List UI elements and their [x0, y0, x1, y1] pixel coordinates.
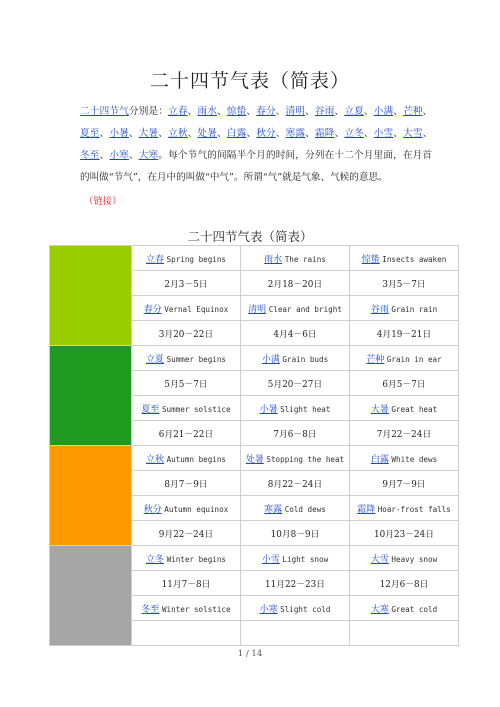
term-name: [132, 452, 240, 465]
term-name: [241, 552, 349, 565]
term-name: [241, 602, 349, 615]
intro-separator: 、: [128, 150, 139, 161]
term-name: [132, 252, 240, 265]
intro-term-link[interactable]: 小暑: [109, 128, 129, 139]
intro-prefix-tail: 分别是：: [128, 106, 169, 117]
term-name-cell: [132, 496, 241, 521]
term-name: [132, 302, 240, 315]
term-name-cell: [350, 496, 459, 521]
term-english: Light snow: [282, 554, 329, 564]
term-name-cell: [132, 296, 241, 321]
term-name: [350, 552, 458, 565]
intro-term-link[interactable]: 小寒: [109, 150, 129, 161]
intro-term-link[interactable]: 寒露: [285, 128, 306, 139]
intro-term-link[interactable]: 谷雨: [314, 106, 335, 117]
intro-term-link[interactable]: 立冬: [344, 128, 364, 139]
term-name-cell: [241, 296, 350, 321]
term-english: White dews: [391, 454, 438, 464]
term-english: Slight heat: [280, 404, 331, 414]
intro-term-link[interactable]: 春分: [256, 106, 276, 117]
term-date: 6月5－7日: [350, 371, 459, 396]
term-link[interactable]: 霜降: [357, 504, 376, 515]
term-name-cell: [350, 596, 459, 621]
term-date: [350, 621, 459, 646]
term-english: Hoar-frost falls: [377, 504, 451, 514]
term-english: Stopping the heat: [266, 454, 345, 464]
season-color-block: [50, 346, 132, 446]
intro-term-link[interactable]: 夏至: [80, 128, 100, 139]
term-date: [241, 621, 350, 646]
intro-term-link[interactable]: 小满: [373, 106, 394, 117]
intro-term-link[interactable]: 大暑: [138, 128, 159, 139]
term-link[interactable]: 秋分: [143, 504, 162, 515]
term-date: [132, 621, 241, 646]
link-note[interactable]: （链接）: [84, 196, 122, 207]
intro-separator: 、: [393, 128, 404, 139]
term-name-cell: [350, 546, 459, 571]
term-english: Grain in ear: [386, 354, 442, 364]
term-name: [241, 302, 349, 315]
term-name-cell: [350, 396, 459, 421]
intro-term-link[interactable]: 立春: [168, 106, 188, 117]
term-date: 4月19－21日: [350, 321, 459, 346]
term-name: [350, 352, 458, 365]
term-english: Winter solstice: [161, 604, 231, 614]
term-date: 7月6－8日: [241, 421, 350, 446]
term-link[interactable]: 立冬: [146, 554, 165, 565]
term-date: 4月4－6日: [241, 321, 350, 346]
term-name: [241, 502, 349, 515]
term-date: 7月22－24日: [350, 421, 459, 446]
term-english: The rains: [284, 254, 326, 264]
term-name: [132, 602, 240, 615]
term-name-cell: [350, 296, 459, 321]
intro-separator: 、: [275, 128, 286, 139]
term-name-cell: [350, 246, 459, 271]
term-name-cell: [241, 496, 350, 521]
intro-separator: 、: [305, 128, 315, 139]
intro-text: 。每个节气的间隔半个月的时间，分列在十二个月里面，在月首的叫做“节气”，在月中的叫做“中气”。所谓“气”就是气象、气候的意思。: [80, 150, 433, 183]
term-date: 11月7－8日: [132, 571, 241, 596]
term-english: Heavy snow: [391, 554, 438, 564]
term-english: Spring begins: [166, 254, 226, 264]
intro-term-link[interactable]: 秋分: [256, 128, 276, 139]
term-name: [241, 402, 349, 415]
term-name-cell: [132, 346, 241, 371]
intro-term-link[interactable]: 霜降: [315, 128, 335, 139]
term-date: 5月5－7日: [132, 371, 241, 396]
term-name: [350, 402, 458, 415]
intro-separator: 、: [422, 128, 433, 139]
intro-separator: 、: [275, 106, 286, 117]
intro-separator: 、: [99, 150, 110, 161]
page-number: 1 / 14: [237, 649, 263, 659]
season-color-block: [50, 446, 132, 546]
intro-separator: 、: [187, 128, 198, 139]
term-link[interactable]: 清明: [248, 304, 267, 315]
intro-separator: 、: [305, 106, 315, 117]
term-name: [132, 352, 240, 365]
intro-term-link[interactable]: 大寒: [138, 150, 159, 161]
term-link[interactable]: 立春: [146, 254, 165, 265]
term-english: Winter begins: [166, 554, 226, 564]
term-date: 3月20－22日: [132, 321, 241, 346]
term-english: Slight cold: [280, 604, 331, 614]
term-link[interactable]: 小满: [261, 354, 280, 365]
table-row: [50, 546, 459, 571]
term-link[interactable]: 大寒: [370, 604, 389, 615]
intro-separator: 、: [422, 106, 433, 117]
term-name: [350, 602, 458, 615]
term-link[interactable]: 立夏: [146, 354, 165, 365]
term-name: [350, 452, 458, 465]
term-name-cell: [241, 446, 350, 471]
page-title: 二十四节气表（简表）: [149, 70, 350, 92]
intro-separator: 、: [217, 106, 227, 117]
term-link[interactable]: 大暑: [370, 404, 389, 415]
term-name-cell: [350, 346, 459, 371]
term-link[interactable]: 雨水: [264, 254, 283, 265]
intro-separator: 、: [334, 128, 345, 139]
table-row: [50, 246, 459, 271]
intro-term-link[interactable]: 立夏: [344, 106, 364, 117]
term-name-cell: [350, 446, 459, 471]
term-name: [241, 452, 349, 465]
term-link[interactable]: 冬至: [141, 604, 160, 615]
term-link[interactable]: 大雪: [370, 554, 389, 565]
term-date: 10月23－24日: [350, 521, 459, 546]
intro-term-link[interactable]: 惊蛰: [226, 106, 247, 117]
term-date: 9月7－9日: [350, 471, 459, 496]
solar-terms-table: [49, 245, 459, 646]
term-date: 9月22－24日: [132, 521, 241, 546]
term-date: 12月6－8日: [350, 571, 459, 596]
season-color-block: [50, 246, 132, 346]
term-link[interactable]: 芒种: [366, 354, 385, 365]
term-english: Clear and bright: [268, 304, 342, 314]
term-name: [132, 552, 240, 565]
intro-separator: 、: [363, 106, 374, 117]
term-link[interactable]: 惊蛰: [361, 254, 380, 265]
intro-term-link[interactable]: 冬至: [80, 150, 100, 161]
intro-term-link[interactable]: 小雪: [373, 128, 394, 139]
term-link[interactable]: 立秋: [146, 454, 165, 465]
term-english: Vernal Equinox: [164, 304, 229, 314]
term-name-cell: [132, 246, 241, 271]
term-name-cell: [132, 446, 241, 471]
term-name-cell: [241, 546, 350, 571]
intro-link-24-terms[interactable]: 二十四节气: [80, 106, 129, 117]
table-title: 二十四节气表（简表）: [187, 229, 313, 244]
intro-term-link[interactable]: 清明: [285, 106, 306, 117]
term-date: 10月8－9日: [241, 521, 350, 546]
term-link[interactable]: 夏至: [141, 404, 160, 415]
intro-separator: 、: [217, 128, 227, 139]
table-row: [50, 446, 459, 471]
intro-term-link[interactable]: 白露: [226, 128, 247, 139]
term-english: Autumn equinox: [164, 504, 229, 514]
term-date: 2月3－5日: [132, 271, 241, 296]
term-name-cell: [241, 346, 350, 371]
term-name: [241, 352, 349, 365]
term-link[interactable]: 处暑: [245, 454, 264, 465]
term-name-cell: [132, 546, 241, 571]
intro-separator: 、: [363, 128, 374, 139]
term-date: 2月18－20日: [241, 271, 350, 296]
term-english: Insects awaken: [382, 254, 447, 264]
term-name-cell: [132, 596, 241, 621]
term-link[interactable]: 小暑: [259, 404, 278, 415]
intro-separator: 、: [246, 106, 257, 117]
intro-term-link[interactable]: 芒种: [403, 106, 423, 117]
term-date: 8月7－9日: [132, 471, 241, 496]
intro-term-link[interactable]: 雨水: [197, 106, 218, 117]
term-name: [132, 502, 240, 515]
season-color-block: [50, 546, 132, 646]
term-link[interactable]: 白露: [370, 454, 389, 465]
intro-separator: 、: [334, 106, 345, 117]
term-name: [350, 302, 458, 315]
intro-separator: 、: [158, 128, 169, 139]
term-date: 6月21－22日: [132, 421, 241, 446]
term-english: Great heat: [391, 404, 438, 414]
intro-separator: 、: [128, 128, 139, 139]
intro-separator: 、: [99, 128, 110, 139]
term-name: [350, 252, 458, 265]
term-english: Summer begins: [166, 354, 226, 364]
term-date: 5月20－27日: [241, 371, 350, 396]
term-link[interactable]: 小寒: [259, 604, 278, 615]
term-name: [132, 402, 240, 415]
term-english: Summer solstice: [161, 404, 231, 414]
term-date: 3月5－7日: [350, 271, 459, 296]
term-english: Great cold: [391, 604, 438, 614]
intro-term-link[interactable]: 大雪: [403, 128, 423, 139]
term-english: Autumn begins: [166, 454, 226, 464]
term-name: [350, 502, 458, 515]
intro-term-link[interactable]: 处暑: [197, 128, 218, 139]
intro-paragraph: [80, 101, 432, 189]
intro-separator: 、: [246, 128, 257, 139]
term-link[interactable]: 小雪: [261, 554, 280, 565]
term-english: Grain buds: [282, 354, 329, 364]
term-english: Grain rain: [391, 304, 438, 314]
intro-separator: 、: [187, 106, 198, 117]
term-link[interactable]: 寒露: [264, 504, 283, 515]
table-row: [50, 346, 459, 371]
term-date: 11月22－23日: [241, 571, 350, 596]
term-link[interactable]: 春分: [143, 304, 162, 315]
term-name-cell: [241, 596, 350, 621]
term-name-cell: [241, 396, 350, 421]
term-name: [241, 252, 349, 265]
term-name-cell: [132, 396, 241, 421]
term-link[interactable]: 谷雨: [370, 304, 389, 315]
term-english: Cold dews: [284, 504, 326, 514]
term-name-cell: [241, 246, 350, 271]
term-date: 8月22－24日: [241, 471, 350, 496]
intro-separator: 、: [393, 106, 404, 117]
intro-term-link[interactable]: 立秋: [168, 128, 188, 139]
